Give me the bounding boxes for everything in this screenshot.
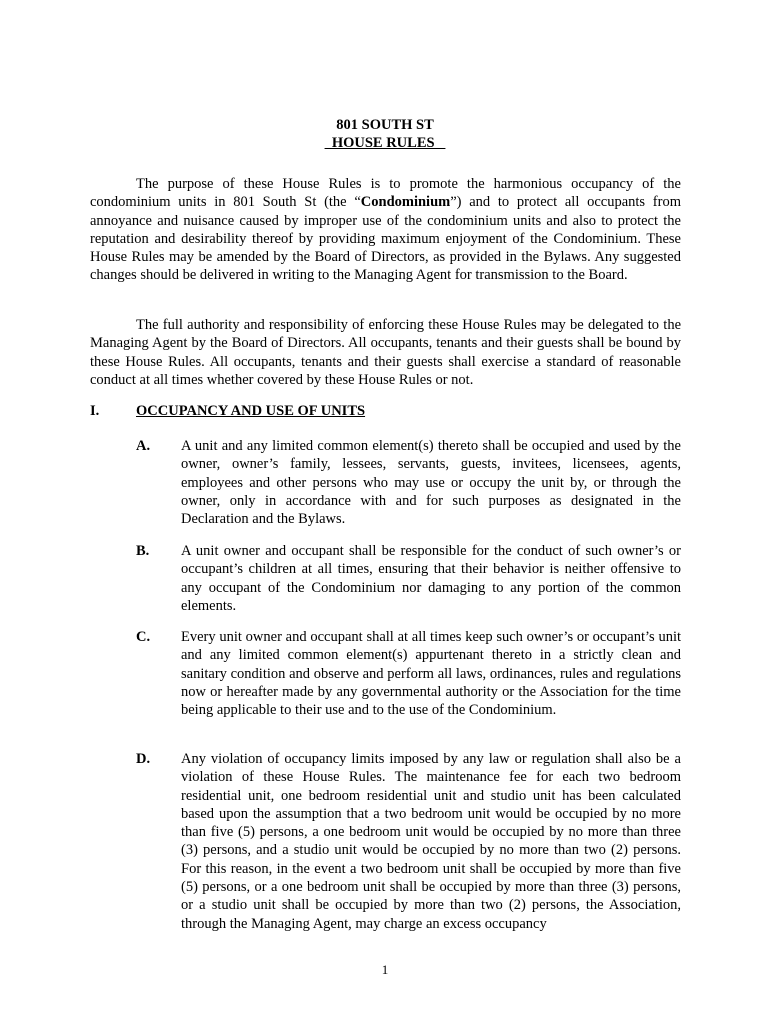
rule-letter: C. (136, 629, 151, 645)
section-title: OCCUPANCY AND USE OF UNITS (136, 403, 366, 419)
defined-term-condominium: Condominium (360, 194, 451, 211)
document-title: 801 SOUTH ST (336, 117, 434, 133)
rule-letter: A. (136, 438, 151, 454)
intro-text-end: ”) and to protect all occupants from annoyance and nuisance caused by improper use of the condominium units and also to protect the reputation and desirability thereof by providing maximum enjoyment of the Condominium. These House Rules may be amended by the Board of Directors, as provided in the Bylaws. Any suggested changes should be delivered in writing to the Managing Agent for transmission to the Board. (90, 194, 681, 284)
intro-paragraph-authority: The full authority and responsibility of enforcing these House Rules may be delegated to the Managing Agent by the Board of Directors. All occupants, tenants and their guests shall be bound by these House Rules. All occupants, tenants and their guests shall exercise a standard of reasonable conduct at all times whether covered by these House Rules or not. (90, 317, 681, 388)
rule-text: A unit and any limited common element(s) thereto shall be occupied and used by the owner, owner’s family, lessees, servants, guests, invitees, licensees, agents, employees and other persons who may use or occupy the unit by, or through the owner, only in accordance with and for such purposes as designated in the Declaration and the Bylaws. (181, 438, 681, 528)
rule-letter: D. (136, 751, 151, 767)
rule-text: A unit owner and occupant shall be responsible for the conduct of such owner’s or occupant’s children at all times, ensuring that their behavior is neither offensive to any occupant of the Condominium nor damaging to any portion of the common elements. (181, 543, 681, 614)
document-subtitle (0, 135, 770, 152)
rule-letter: B. (136, 543, 150, 559)
subtitle-text: HOUSE RULES (324, 135, 446, 151)
page-number: 1 (381, 962, 389, 977)
intro-text-start: The purpose of these House Rules is to promote the harmonious occupancy of the condominium units in 801 South St (the “ (90, 176, 681, 211)
rule-text: Every unit owner and occupant shall at all times keep such owner’s or occupant’s unit and any limited common element(s) appurtenant thereto in a strictly clean and sanitary condition and observe and perform all laws, ordinances, rules and regulations now or hereafter made by any governmental authority or the Association for the time being applicable to their use and to the use of the Condominium. (181, 629, 681, 719)
section-number: I. (90, 403, 100, 419)
rule-text: Any violation of occupancy limits imposed by any law or regulation shall also be a violation of these House Rules. The maintenance fee for each two bedroom residential unit, one bedroom residential unit and studio unit has been calculated based upon the assumption that a two bedroom unit would be occupied by no more than five (5) persons, a one bedroom unit would be occupied by no more than three (3) persons, and a studio unit would be occupied by no more than two (2) persons. For this reason, in the event a two bedroom unit shall be occupied by more than five (5) persons, or a one bedroom unit shall be occupied by more than three (3) persons, or a studio unit shall be occupied by more than two (2) persons, the Association, through the Managing Agent, may charge an excess occupancy (181, 751, 681, 932)
intro-paragraph-purpose (90, 175, 681, 285)
